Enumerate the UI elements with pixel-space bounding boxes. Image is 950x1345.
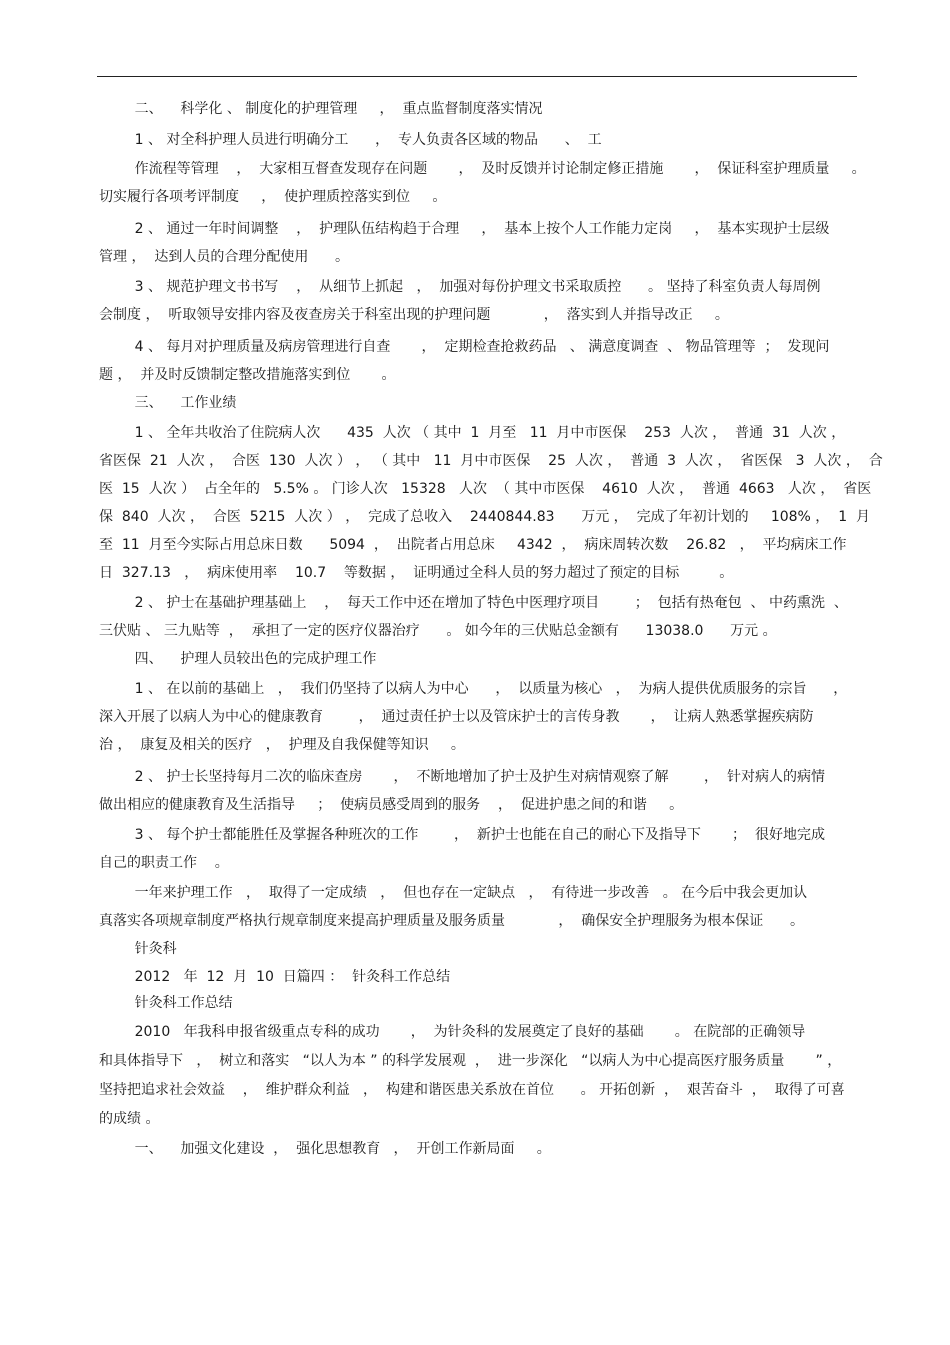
paragraph-line: 三伏贴 、 三九贴等 ， 承担了一定的医疗仪器治疗 。 如今年的三伏贴总金额有 13038.0 万元 。 [99,623,777,639]
section-heading: 一、 加强文化建设 ， 强化思想教育 ， 开创工作新局面 。 [99,1141,551,1157]
paragraph-line: 1 、 对全科护理人员进行明确分工 ， 专人负责各区域的物品 、 工 [99,132,602,148]
paragraph-line: 3 、 每个护士都能胜任及掌握各种班次的工作 ， 新护士也能在自己的耐心下及指导下 ； 很好地完成 [99,827,825,843]
header-rule [97,76,857,77]
paragraph-line: 一年来护理工作 ， 取得了一定成绩 ， 但也存在一定缺点 ， 有待进一步改善 。 在今后中我会更加认 [99,885,808,901]
paragraph-line: 4 、 每月对护理质量及病房管理进行自查 ， 定期检查抢救药品 、 满意度调查 、 物品管理等 ； 发现问 [99,339,830,355]
paragraph-line: 2 、 护士在基础护理基础上 ， 每天工作中还在增加了特色中医理疗项目 ； 包括有热奄包 、 中药熏洗 、 [99,595,848,611]
paragraph-line: 坚持把追求社会效益 ， 维护群众利益 ， 构建和谐医患关系放在首位 。 开拓创新 ， 艰苦奋斗 ， 取得了可喜 [99,1082,845,1098]
paragraph-line: 日 327.13 ， 病床使用率 10.7 等数据 ， 证明通过全科人员的努力超过了预定的目标 。 [99,565,734,581]
paragraph-line: 作流程等管理 ， 大家相互督查发现存在问题 ， 及时反馈并讨论制定修正措施 ， 保证科室护理质量 。 [99,161,866,177]
paragraph-line: 医 15 人次 ） 占全年的 5.5% 。 门诊人次 15328 人次 （ 其中市医保 4610 人次 ， 普通 4663 人次 ， 省医 [99,481,872,497]
paragraph-line: 1 、 全年共收治了住院病人次 435 人次 （ 其中 1 月至 11 月中市医保 253 人次 ， 普通 31 人次 ， [99,425,846,441]
paragraph-line: 2 、 通过一年时间调整 ， 护理队伍结构趋于合理 ， 基本上按个人工作能力定岗 ， 基本实现护士层级 [99,221,830,237]
paragraph-line: 深入开展了以病人为中心的健康教育 ， 通过责任护士以及管床护士的言传身教 ， 让病人熟悉掌握疾病防 [99,709,814,725]
paragraph-line: 真落实各项规章制度严格执行规章制度来提高护理质量及服务质量 ， 确保安全护理服务为根本保证 。 [99,913,805,929]
paragraph-line: 会制度 ， 听取领导安排内容及夜查房关于科室出现的护理问题 ， 落实到人并指导改正 。 [99,307,729,323]
paragraph-line: 管理 ， 达到人员的合理分配使用 。 [99,249,350,265]
paragraph-line: 治 ， 康复及相关的医疗 ， 护理及自我保健等知识 。 [99,737,465,753]
date-line: 2012 年 12 月 10 日篇四 ： 针灸科工作总结 [99,969,451,985]
section-heading: 二、 科学化 、 制度化的护理管理 ， 重点监督制度落实情况 [99,101,543,117]
paragraph-line: 省医保 21 人次 ， 合医 130 人次 ） ， （ 其中 11 月中市医保 25 人次 ， 普通 3 人次 ， 省医保 3 人次 ， 合 [99,453,883,469]
paragraph-line: 保 840 人次 ， 合医 5215 人次 ） ， 完成了总收入 2440844.83 万元 ， 完成了年初计划的 108% ， 1 月 [99,509,871,525]
paragraph-line: 至 11 月至今实际占用总床日数 5094 ， 出院者占用总床 4342 ， 病床周转次数 26.82 ， 平均病床工作 [99,537,847,553]
paragraph-line: 2010 年我科申报省级重点专科的成功 ， 为针灸科的发展奠定了良好的基础 。 在院部的正确领导 [99,1024,806,1040]
paragraph-line: 做出相应的健康教育及生活指导 ； 使病员感受周到的服务 ， 促进护患之间的和谐 。 [99,797,684,813]
department-name: 针灸科 [99,941,177,957]
paragraph-line: 2 、 护士长坚持每月二次的临床查房 ， 不断地增加了护士及护生对病情观察了解 ， 针对病人的病情 [99,769,825,785]
paragraph-line: 切实履行各项考评制度 ， 使护理质控落实到位 。 [99,189,447,205]
paragraph-line: 的成绩 。 [99,1111,160,1127]
paragraph-line: 3 、 规范护理文书书写 ， 从细节上抓起 ， 加强对每份护理文书采取质控 。 坚持了科室负责人每周例 [99,279,821,295]
section-heading: 三、 工作业绩 [99,395,237,411]
section-heading: 四、 护理人员较出色的完成护理工作 [99,651,377,667]
paragraph-line: 题 ， 并及时反馈制定整改措施落实到位 。 [99,367,396,383]
paragraph-line: 和具体指导下 ， 树立和落实 “以人为本 ” 的科学发展观 ， 进一步深化 “以病人为中心提高医疗服务质量 ” ， [99,1053,842,1069]
paragraph-line: 自己的职责工作 。 [99,855,229,871]
paragraph-line: 1 、 在以前的基础上 ， 我们仍坚持了以病人为中心 ， 以质量为核心 ， 为病人提供优质服务的宗旨 ， [99,681,848,697]
article-title: 针灸科工作总结 [99,995,233,1011]
document-body [99,99,883,1159]
